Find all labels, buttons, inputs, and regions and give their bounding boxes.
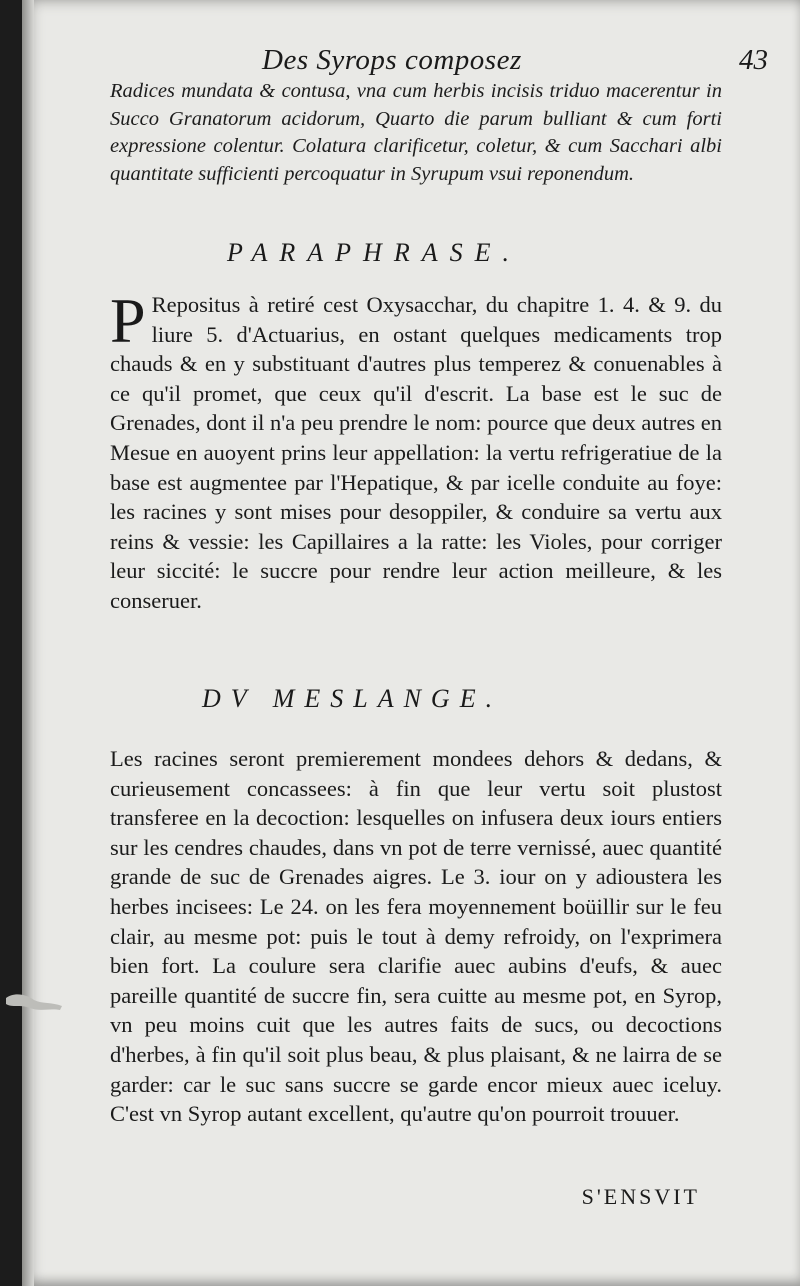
page-header: [22, 40, 800, 80]
paraphrase-text: Repositus à retiré cest Oxysacchar, du chapitre 1. 4. & 9. du liure 5. d'Actuarius, en ostant quelques medicaments trop chauds & en y substituant d'autres plus temperez & conuenables à ce qu'il promet, que ceux qu'il d'escrit. La base est le suc de Grenades, dont il n'a peu prendre le nom: pource que deux autres en Mesue en auoyent prins leur appellation: la vertu refrigeratiue de la base est augmentee par l'Hepatique, & par icelle conduite au foye: les racines y sont mises pour desoppiler, & conduire sa vertu aux reins & vessie: les Capillaires a la ratte: les Violes, pour corriger leur siccité: le succre pour rendre leur action meilleure, & les conseruer.: [110, 292, 722, 613]
latin-recipe: Radices mundata & contusa, vna cum herbis incisis triduo macerentur in Succo Granatorum acidorum, Quarto die parum bulliant & cum forti expressione colentur. Colatura clarificetur, coletur, & cum Sacchari albi quantitate sufficienti percoquatur in Syrupum vsui reponendum.: [110, 80, 722, 185]
paraphrase-heading: PARAPHRASE.: [227, 238, 521, 267]
running-title: Des Syrops composez: [262, 44, 522, 76]
meslange-paragraph: Les racines seront premierement mondees dehors & dedans, & curieusement concassees: à fin que leur vertu soit plustost transferee en la decoction: lesquelles on infusera deux iours entiers sur les cendres chaudes, dans vn pot de terre vernissé, auec quantité grande de suc de Grenades aigres. Le 3. iour on y adioustera les herbes incisees: Le 24. on les fera moyennement boüillir sur le feu clair, au mesme pot: puis le tout à demy refroidy, on l'exprimera bien fort. La coulure sera clarifie auec aubins d'eufs, & auec pareille quantité de succre fin, sera cuitte au mesme pot, en Syrop, vn peu moins cuit que les autres faits de sucs, ou decoctions d'herbes, à fin qu'il soit plus beau, & plus plaisant, & ne lairra de se garder: car le suc sans succre se garde encor mieux auec iceluy. C'est vn Syrop autant excellent, qu'autre qu'on pourroit trouuer.: [110, 746, 722, 1127]
meslange-heading: DV MESLANGE.: [202, 684, 503, 713]
ink-blot-mark: [4, 988, 64, 1016]
paraphrase-paragraph: [110, 285, 722, 616]
catchword: S'ENSVIT: [581, 1184, 700, 1209]
book-page: [22, 0, 800, 1286]
drop-cap: P: [110, 285, 146, 356]
page-number: 43: [739, 44, 768, 76]
